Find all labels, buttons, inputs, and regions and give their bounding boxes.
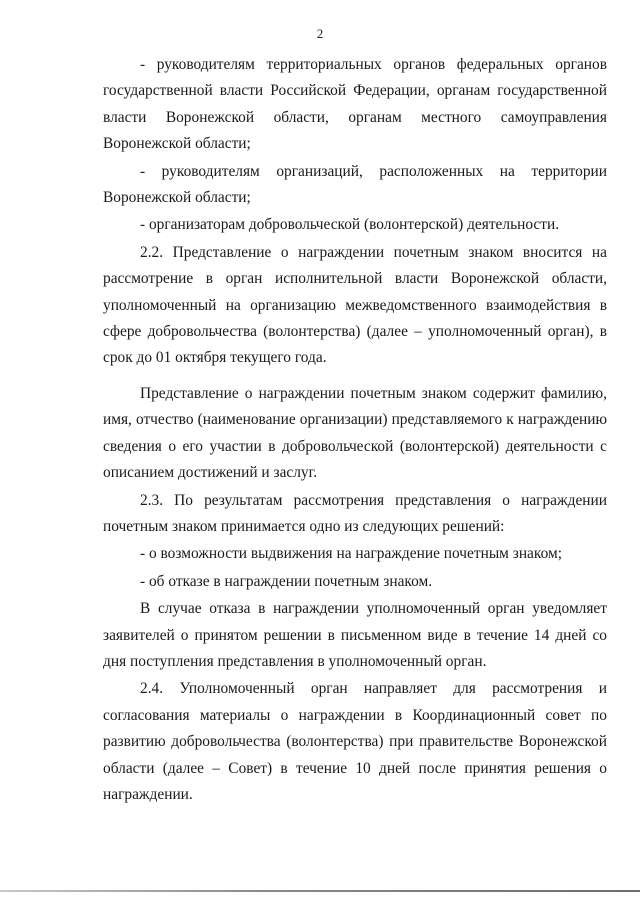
paragraph-decision-nomination: - о возможности выдвижения на награждение почетным знаком; — [140, 545, 563, 563]
page-number: 2 — [316, 26, 324, 41]
document-body — [103, 52, 607, 808]
paragraph-section-2-2: 2.2. Представление о награждении почетным знаком вносится на рассмотрение в орган исполнительной власти Воронежской области, уполномоченный на организацию межведомственного взаимодействия в сфере добровольчества (волонтерства) (далее – уполномоченный орган), в срок до 01 октября текущего года. — [103, 243, 607, 367]
paragraph-section-2-3: 2.3. По результатам рассмотрения представления о награждении почетным знаком принимается одно из следующих решений: — [103, 491, 607, 535]
paragraph-submission-contents: Представление о награждении почетным знаком содержит фамилию, имя, отчество (наименование организации) представляемого к награждению сведения о его участии в добровольческой (волонтерской) деятельности с описанием достижений и заслуг. — [103, 384, 607, 482]
paragraph-refusal-notice: В случае отказа в награждении уполномоченный орган уведомляет заявителей о принятом решении в письменном виде в течение 14 дней со дня поступления представления в уполномоченный орган. — [103, 600, 607, 670]
paragraph-volunteer-organizers: - организаторам добровольческой (волонтерской) деятельности. — [140, 216, 560, 234]
paragraph-decision-refusal: - об отказе в награждении почетным знаком. — [140, 572, 433, 590]
paragraph-section-2-4: 2.4. Уполномоченный орган направляет для рассмотрения и согласования материалы о награждении в Координационный совет по развитию добровольчества (волонтерства) при правительстве Воронежской области (далее – Совет) в течение 10 дней после принятия решения о награждении. — [103, 680, 607, 803]
paragraph-organizations: - руководителям организаций, расположенных на территории Воронежской области; — [103, 162, 607, 207]
paragraph-federal-bodies: - руководителям территориальных органов федеральных органов государственной власти Российской Федерации, органам государственной власти Воронежской области, органам местного самоуправления Воронежской области; — [103, 56, 607, 153]
scan-bottom-edge — [0, 890, 640, 892]
